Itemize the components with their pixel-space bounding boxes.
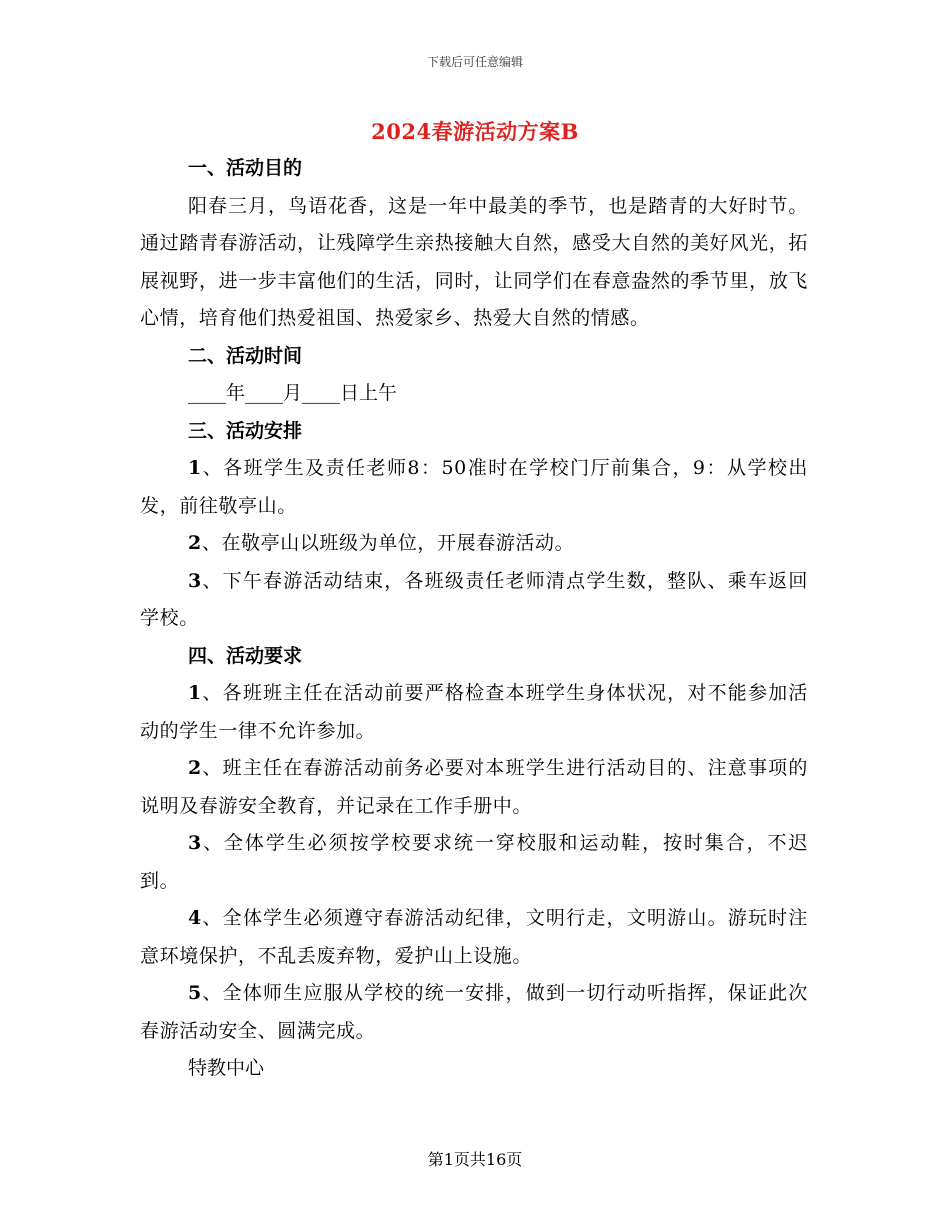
item-number: 3 xyxy=(188,569,202,592)
document-title: 2024春游活动方案B xyxy=(371,119,579,144)
item-text: 、下午春游活动结束，各班级责任老师清点学生数，整队、乘车返回学校。 xyxy=(140,569,808,629)
page-header: 下载后可任意编辑 xyxy=(426,55,523,69)
section-heading-purpose: 一、活动目的 xyxy=(188,157,303,179)
signature: 特教中心 xyxy=(188,1057,265,1079)
requirement-item xyxy=(140,975,808,1050)
requirement-item xyxy=(140,825,808,900)
item-number: 2 xyxy=(188,532,202,554)
item-text: 、各班班主任在活动前要严格检查本班学生身体状况，对不能参加活动的学生一律不允许参加。 xyxy=(140,682,808,742)
item-text: 、全体学生必须遵守春游活动纪律，文明行走，文明游山。游玩时注意环境保护，不乱丢废弃物，爱护山上设施。 xyxy=(140,907,808,967)
requirement-item xyxy=(140,675,808,750)
item-number: 1 xyxy=(188,457,202,479)
document-body xyxy=(140,150,808,1088)
item-number: 4 xyxy=(188,907,202,929)
purpose-paragraph: 阳春三月，鸟语花香，这是一年中最美的季节，也是踏青的大好时节。通过踏青春游活动，让残障学生亲热接触大自然，感受大自然的美好风光，拓展视野，进一步丰富他们的生活，同时，让同学们在春意盎然的季节里，放飞心情，培育他们热爱祖国、热爱家乡、热爱大自然的情感。 xyxy=(140,194,808,329)
time-paragraph: ____年____月____日上午 xyxy=(188,382,398,404)
item-text: 、全体学生必须按学校要求统一穿校服和运动鞋，按时集合，不迟到。 xyxy=(140,832,808,892)
arrangement-item xyxy=(140,525,808,563)
item-number: 5 xyxy=(188,982,202,1004)
item-text: 、在敬亭山以班级为单位，开展春游活动。 xyxy=(201,532,575,554)
item-number: 3 xyxy=(188,832,202,854)
item-text: 、各班学生及责任老师8：50准时在学校门厅前集合，9：从学校出发，前往敬亭山。 xyxy=(140,457,808,517)
item-number: 1 xyxy=(188,682,202,704)
section-heading-time: 二、活动时间 xyxy=(188,344,303,367)
requirement-item xyxy=(140,900,808,975)
arrangement-item xyxy=(140,450,808,525)
section-heading-arrangement: 三、活动安排 xyxy=(188,419,303,442)
item-number: 2 xyxy=(188,757,202,779)
requirement-item xyxy=(140,750,808,825)
arrangement-item xyxy=(140,563,808,638)
item-text: 、全体师生应服从学校的统一安排，做到一切行动听指挥，保证此次春游活动安全、圆满完成。 xyxy=(140,982,808,1042)
section-heading-requirements: 四、活动要求 xyxy=(188,644,303,667)
page-footer: 第1页共16页 xyxy=(427,1150,523,1169)
item-text: 、班主任在春游活动前务必要对本班学生进行活动目的、注意事项的说明及春游安全教育，并记录在工作手册中。 xyxy=(140,757,808,817)
